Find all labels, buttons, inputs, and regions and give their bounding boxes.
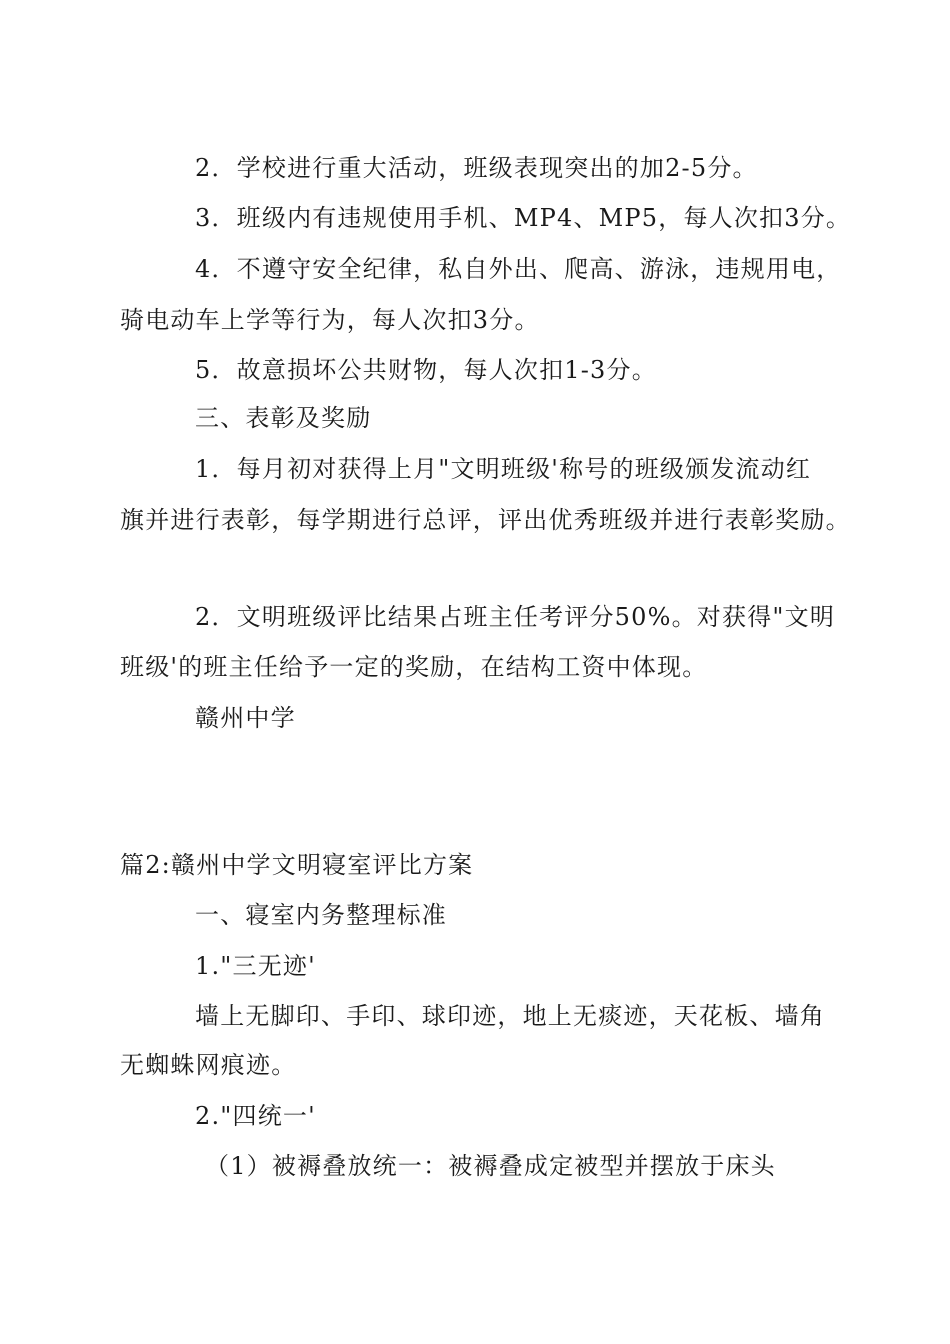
subsection-heading: 1."三无迹' (195, 952, 316, 980)
signature-school-name: 赣州中学 (195, 704, 296, 732)
paragraph-line: （1）被褥叠放统一：被褥叠成定被型并摆放于床头 (205, 1152, 776, 1180)
section-heading: 三、表彰及奖励 (195, 404, 372, 432)
paragraph-line: 班级'的班主任给予一定的奖励，在结构工资中体现。 (120, 653, 708, 681)
paragraph-line: 无蜘蛛网痕迹。 (120, 1051, 297, 1079)
paragraph-line: 2．文明班级评比结果占班主任考评分50%。对获得"文明 (195, 603, 836, 631)
paragraph-line: 骑电动车上学等行为，每人次扣3分。 (120, 306, 540, 334)
paragraph-line: 1．每月初对获得上月"文明班级'称号的班级颁发流动红 (195, 455, 812, 483)
paragraph-line: 2．学校进行重大活动，班级表现突出的加2-5分。 (195, 154, 758, 182)
subsection-heading: 2."四统一' (195, 1102, 316, 1130)
section-heading: 一、寝室内务整理标准 (195, 901, 447, 929)
article-title: 篇2:赣州中学文明寝室评比方案 (120, 851, 474, 879)
paragraph-line: 5．故意损坏公共财物，每人次扣1-3分。 (195, 356, 657, 384)
paragraph-line: 旗并进行表彰，每学期进行总评，评出优秀班级并进行表彰奖励。 (120, 506, 851, 534)
paragraph-line: 3．班级内有违规使用手机、MP4、MP5，每人次扣3分。 (195, 204, 852, 232)
paragraph-line: 4．不遵守安全纪律，私自外出、爬高、游泳，违规用电， (195, 255, 842, 283)
paragraph-line: 墙上无脚印、手印、球印迹，地上无痰迹，天花板、墙角 (195, 1002, 825, 1030)
